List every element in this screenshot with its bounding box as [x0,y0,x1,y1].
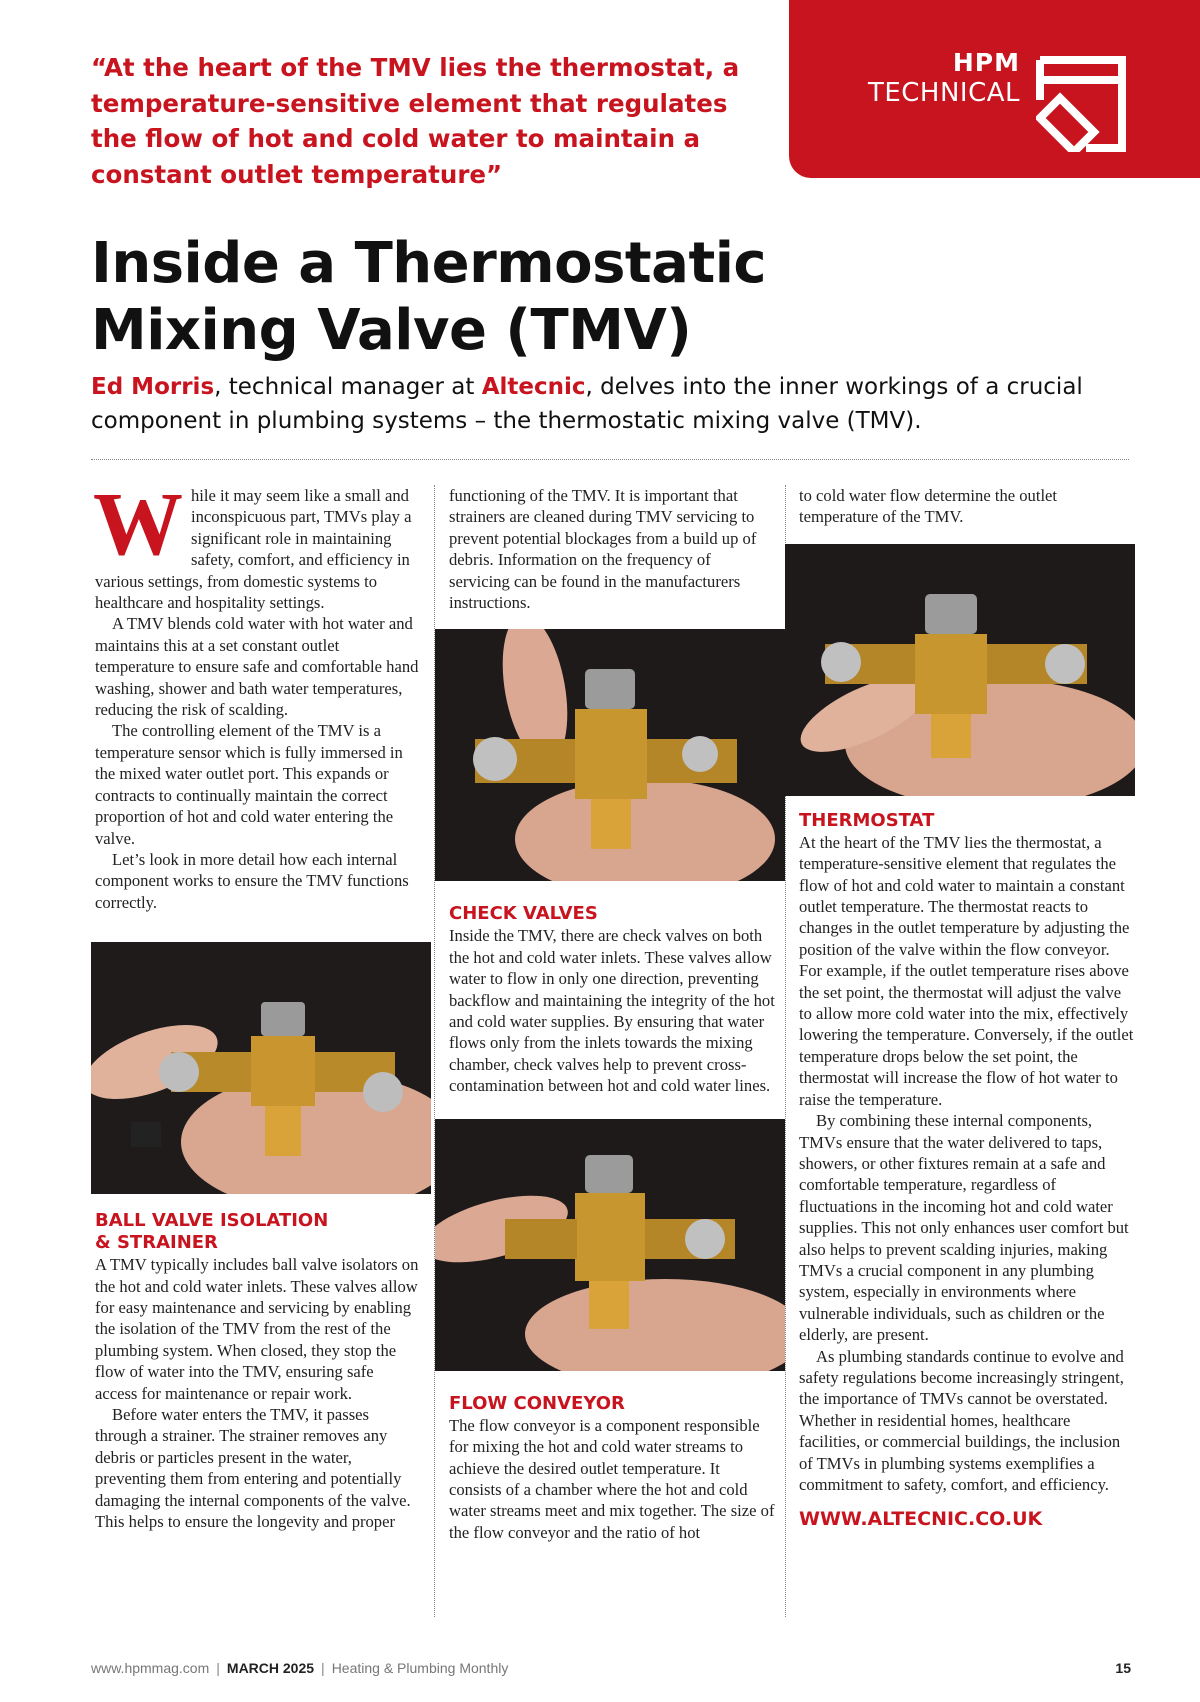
article-headline [91,230,766,364]
footer-date: MARCH 2025 [226,1660,315,1676]
col2-paragraph-1: functioning of the TMV. It is important that strainers are cleaned during TMV servicing to prevent potential blockages from a build up of debris. Information on the frequency of servicing can be found in the manufacturers instructions. [449,486,757,613]
tmv-valve-illustration-4 [785,544,1135,796]
col1-paragraph-5: A TMV typically includes ball valve isolators on the hot and cold water inlets. These valves allow for easy maintenance and servicing by enabling the isolation of the TMV from the rest of the plumbing system. When closed, they stop the flow of water into the TMV, ensuring safe access for maintenance or repair work. [95,1255,419,1403]
tmv-valve-illustration-3 [435,1119,785,1371]
hpm-technical-badge [789,0,1200,178]
page-number: 15 [1115,1660,1131,1676]
standfirst-part-2: , delves into the inner workings of a crucial component in plumbing systems – the thermostatic mixing valve (TMV). [91,374,1083,434]
footer-site[interactable]: www.hpmmag.com [91,1660,210,1676]
subhead-check-valves: CHECK VALVES [449,903,598,925]
standfirst-part-1: , technical manager at [214,374,482,400]
company-name: Altecnic [481,374,586,400]
badge-text [868,48,1020,108]
tmv-valve-illustration [91,942,431,1194]
pull-quote: “At the heart of the TMV lies the thermostat, a temperature-sensitive element that regulates the flow of hot and cold water to maintain a constant outlet temperature” [91,53,740,189]
col1-paragraph-3: The controlling element of the TMV is a temperature sensor which is fully immersed in the mixed water outlet port. This expands or contracts to continually maintain the correct proportion of hot and cold water entering the valve. [95,721,403,848]
col1-paragraph-2: A TMV blends cold water with hot water and maintains this at a set constant outlet temperature to ensure safe and comfortable hand washing, shower and bath water temperatures, reducing the risk of scalding. [95,614,419,720]
subhead-ball-valve [95,1210,420,1254]
drop-cap: W [93,475,183,574]
badge-technical: TECHNICAL [867,78,1020,108]
badge-hpm: HPM [952,48,1020,77]
standfirst [91,370,1111,438]
subhead-flow-conveyor: FLOW CONVEYOR [449,1392,625,1414]
author-name: Ed Morris [91,374,215,400]
col3-paragraph-3: By combining these internal components, TMVs ensure that the water delivered to taps, showers, or other fixtures remain at a safe and comfortable temperature, regardless of fluctuations in the incoming hot and cold water supplies. This not only enhances user comfort but also helps to prevent scalding injuries, making TMVs a crucial component in any plumbing system, especially in environments where vulnerable individuals, such as children or the elderly, are present. [799,1111,1129,1345]
tmv-photo-1 [91,942,431,1194]
tmv-valve-illustration-2 [435,629,785,881]
col3-paragraph-2: At the heart of the TMV lies the thermostat, a temperature-sensitive element that regulates the flow of hot and cold water to maintain a constant outlet temperature. The thermostat reacts to changes in the outlet temperature by adjusting the position of the valve within the flow conveyor. For example, if the outlet temperature rises above the set point, the thermostat will adjust the valve to allow more cold water into the mix, effectively lowering the temperature. Conversely, if the outlet temperature drops below the set point, the thermostat will increase the flow of hot water to raise the temperature. [799,832,1134,1109]
tmv-photo-3 [435,1119,785,1371]
article-column-3 [799,485,1134,1617]
col1-paragraph-1: hile it may seem like a small and inconspicuous part, TMVs play a significant role in maintaining safety, comfort, and efficiency in various settings, from domestic systems to healthcare and hospitality settings. [95,486,412,613]
altecnic-website-link[interactable]: WWW.ALTECNIC.CO.UK [799,1508,1043,1531]
subhead-ball-valve-line-2: & STRAINER [95,1232,218,1254]
tmv-photo-4 [785,544,1135,796]
col3-paragraph-1: to cold water flow determine the outlet temperature of the TMV. [799,486,1058,527]
footer-magazine: Heating & Plumbing Monthly [331,1660,509,1676]
subhead-thermostat: THERMOSTAT [799,809,935,831]
col2-paragraph-3: The flow conveyor is a component responsible for mixing the hot and cold water streams to achieve the desired outlet temperature. It consists of a chamber where the hot and cold water streams meet and mix together. The size of the flow conveyor and the ratio of hot [449,1415,775,1542]
tmv-photo-2 [435,629,785,881]
page-footer: www.hpmmag.com | MARCH 2025 | Heating & Plumbing Monthly 15 [91,1660,1131,1676]
col1-paragraph-4: Let’s look in more detail how each internal component works to ensure the TMV functions correctly. [95,849,409,912]
pencil-square-icon [1036,56,1126,152]
headline-line-2: Mixing Valve (TMV) [91,298,692,363]
article-column-1 [93,475,420,1617]
subhead-ball-valve-line-1: BALL VALVE ISOLATION [95,1210,329,1232]
headline-line-1: Inside a Thermostatic [91,231,767,296]
col2-paragraph-2: Inside the TMV, there are check valves on both the hot and cold water inlets. These valves allow water to flow in only one direction, preventing backflow and maintaining the integrity of the hot and cold water supplies. By ensuring that water flows only from the inlets towards the mixing chamber, check valves help to prevent cross-contamination between hot and cold water lines. [449,926,775,1096]
col3-paragraph-4: As plumbing standards continue to evolve and safety regulations become increasingly stringent, the importance of TMVs cannot be overstated. Whether in residential homes, healthcare facilities, or commercial buildings, the inclusion of TMVs in plumbing systems exemplifies a commitment to safety, comfort, and efficiency. [799,1346,1124,1494]
article-column-2 [449,485,775,1617]
col1-paragraph-6: Before water enters the TMV, it passes through a strainer. The strainer removes any debris or particles present in the water, preventing them from entering and potentially damaging the internal components of the valve. This helps to ensure the longevity and proper [95,1404,411,1531]
divider-rule [91,459,1129,460]
